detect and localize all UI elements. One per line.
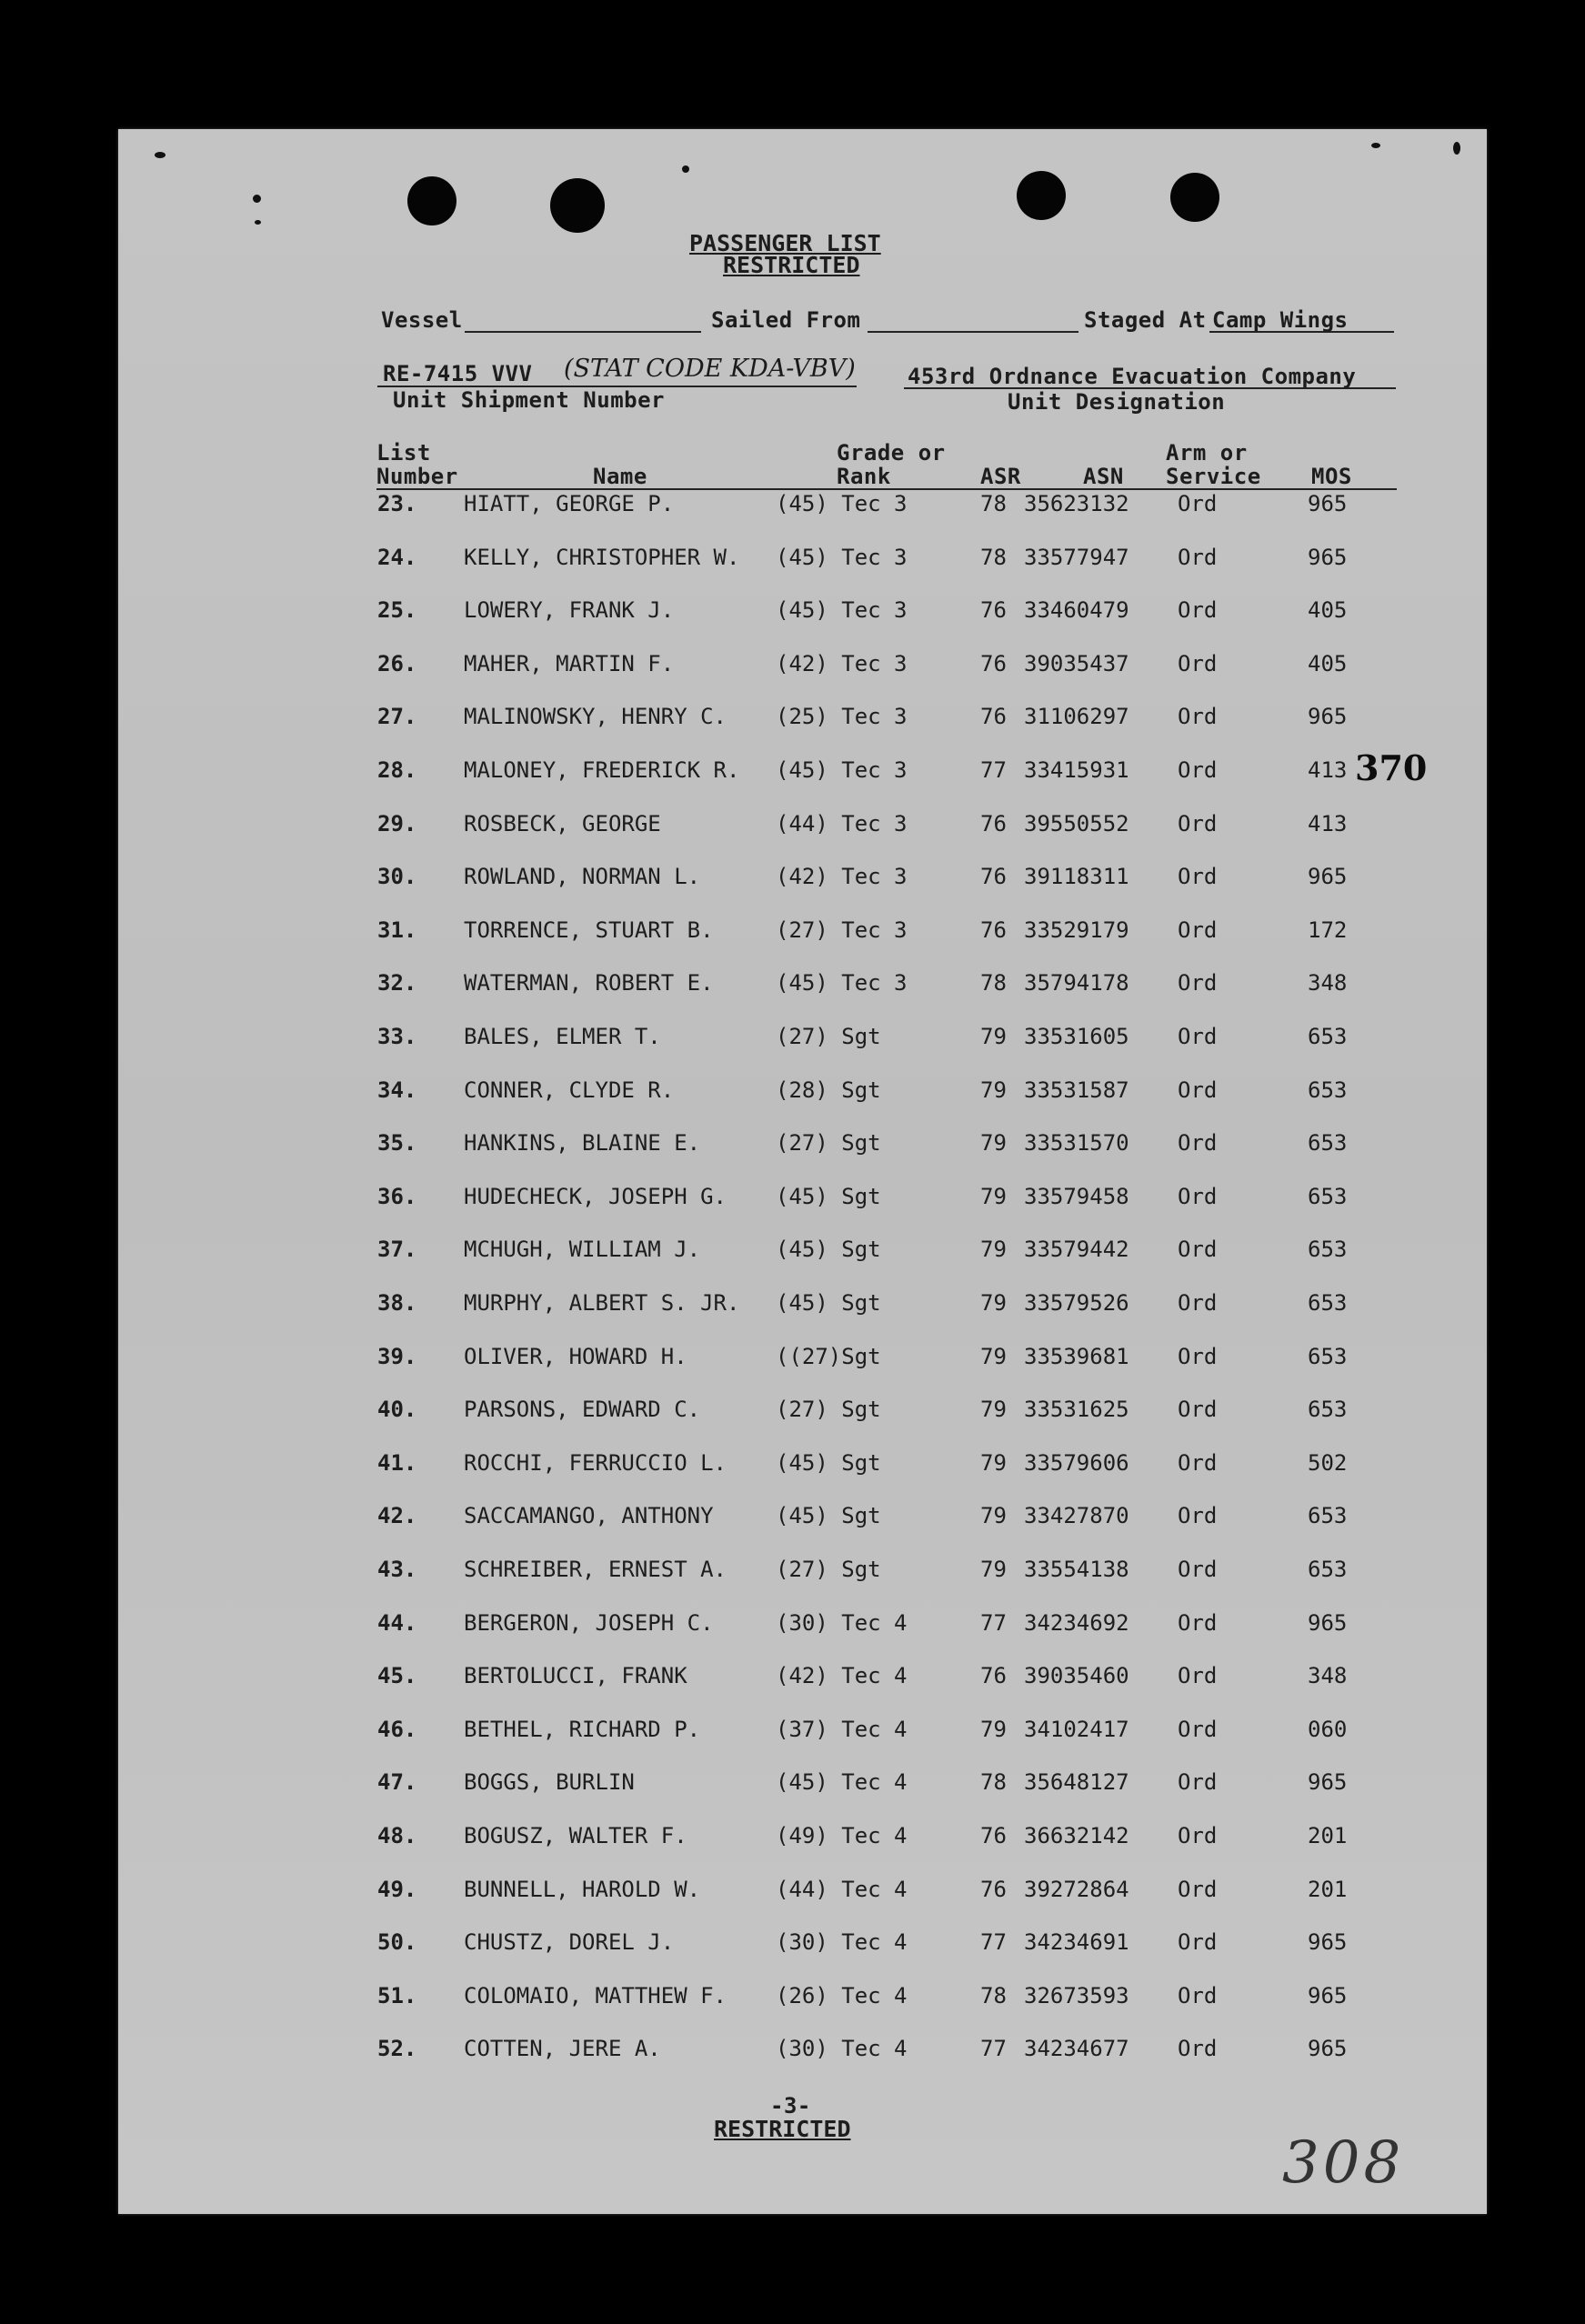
asn-cell: 36632142 <box>1024 1823 1129 1848</box>
arm-cell: Ord <box>1178 1503 1218 1529</box>
list-number-cell: 38. <box>377 1290 417 1316</box>
asn-cell: 35623132 <box>1024 491 1129 516</box>
asn-cell: 33531605 <box>1024 1024 1129 1049</box>
table-row <box>118 1184 1487 1220</box>
punch-hole <box>1017 171 1066 220</box>
col-mos: MOS <box>1311 464 1352 489</box>
asr-cell: 78 <box>980 544 1007 570</box>
asn-cell: 33579606 <box>1024 1449 1129 1476</box>
asn-cell: 35794178 <box>1024 970 1129 997</box>
arm-cell: Ord <box>1178 1290 1218 1316</box>
vessel-field-line <box>465 331 701 333</box>
asn-cell: 33539681 <box>1024 1343 1129 1369</box>
table-row <box>118 1877 1487 1913</box>
arm-cell: Ord <box>1178 1077 1218 1103</box>
list-number-cell: 46. <box>377 1716 417 1742</box>
list-number-cell: 25. <box>377 597 417 624</box>
name-cell: KELLY, CHRISTOPHER W. <box>464 544 740 570</box>
col-grade-2: Rank <box>837 464 891 489</box>
grade-cell: ((27)Sgt <box>776 1343 881 1369</box>
staged-at-value: Camp Wings <box>1212 307 1349 333</box>
table-row <box>118 704 1487 740</box>
list-number-cell: 24. <box>377 544 417 570</box>
table-row <box>118 811 1487 847</box>
mos-cell: 653 <box>1308 1183 1348 1209</box>
asn-cell: 33577947 <box>1024 544 1129 570</box>
table-row <box>118 2036 1487 2072</box>
list-number-cell: 47. <box>377 1769 417 1796</box>
asn-cell: 32673593 <box>1024 1982 1129 2008</box>
name-cell: TORRENCE, STUART B. <box>464 917 714 943</box>
table-row <box>118 917 1487 954</box>
arm-cell: Ord <box>1178 1397 1218 1423</box>
table-row <box>118 1344 1487 1380</box>
mos-cell: 348 <box>1308 1663 1348 1689</box>
grade-cell: (42) Tec 4 <box>776 1663 908 1689</box>
mos-cell: 413 <box>1308 810 1348 836</box>
handwritten-stat-code: (STAT CODE KDA-VBV) <box>564 355 856 383</box>
arm-cell: Ord <box>1178 864 1218 890</box>
grade-cell: (45) Sgt <box>776 1237 881 1263</box>
asn-cell: 35648127 <box>1024 1769 1129 1796</box>
asn-cell: 33415931 <box>1024 757 1129 783</box>
asn-cell: 39272864 <box>1024 1876 1129 1902</box>
name-cell: CHUSTZ, DOREL J. <box>464 1929 675 1956</box>
asn-cell: 33531587 <box>1024 1077 1129 1103</box>
asr-cell: 79 <box>980 1343 1007 1369</box>
arm-cell: Ord <box>1178 1929 1218 1956</box>
name-cell: BALES, ELMER T. <box>464 1024 661 1049</box>
asr-cell: 76 <box>980 704 1007 730</box>
name-cell: SACCAMANGO, ANTHONY <box>464 1503 714 1529</box>
asr-cell: 76 <box>980 917 1007 943</box>
table-row <box>118 1929 1487 1966</box>
list-number-cell: 23. <box>377 491 417 516</box>
mos-cell: 653 <box>1308 1290 1348 1316</box>
list-number-cell: 51. <box>377 1982 417 2008</box>
asn-cell: 34234692 <box>1024 1609 1129 1636</box>
asn-cell: 33460479 <box>1024 597 1129 624</box>
arm-cell: Ord <box>1178 1982 1218 2008</box>
mos-cell: 653 <box>1308 1557 1348 1582</box>
mos-cell: 060 <box>1308 1716 1348 1742</box>
grade-cell: (30) Tec 4 <box>776 1929 908 1956</box>
name-cell: BERGERON, JOSEPH C. <box>464 1609 714 1636</box>
name-cell: MALINOWSKY, HENRY C. <box>464 704 727 730</box>
speck <box>255 220 261 225</box>
document-page <box>118 129 1487 2214</box>
speck <box>1453 142 1460 155</box>
grade-cell: (45) Sgt <box>776 1449 881 1476</box>
table-row <box>118 1983 1487 2019</box>
footer-restricted: RESTRICTED <box>714 2116 851 2142</box>
asr-cell: 76 <box>980 810 1007 836</box>
name-cell: ROWLAND, NORMAN L. <box>464 864 701 890</box>
asr-cell: 77 <box>980 757 1007 783</box>
list-number-cell: 41. <box>377 1449 417 1476</box>
grade-cell: (45) Sgt <box>776 1503 881 1529</box>
name-cell: HANKINS, BLAINE E. <box>464 1130 701 1157</box>
table-row <box>118 970 1487 1007</box>
table-row <box>118 1823 1487 1859</box>
mos-cell: 965 <box>1308 491 1348 516</box>
asn-cell: 39035437 <box>1024 650 1129 676</box>
asn-cell: 34234691 <box>1024 1929 1129 1956</box>
table-row <box>118 597 1487 634</box>
table-row <box>118 864 1487 900</box>
arm-cell: Ord <box>1178 1769 1218 1796</box>
list-number-cell: 31. <box>377 917 417 943</box>
sailed-from-label: Sailed From <box>711 307 861 333</box>
list-number-cell: 32. <box>377 970 417 997</box>
asr-cell: 78 <box>980 970 1007 997</box>
restricted-heading: RESTRICTED <box>723 252 860 278</box>
punch-hole <box>1170 173 1219 222</box>
asr-cell: 79 <box>980 1397 1007 1423</box>
asn-cell: 33579526 <box>1024 1290 1129 1316</box>
table-row <box>118 1024 1487 1060</box>
asr-cell: 76 <box>980 1823 1007 1848</box>
staged-at-label: Staged At <box>1084 307 1207 333</box>
shipment-number: RE-7415 VVV <box>383 361 533 386</box>
punch-hole <box>550 178 605 233</box>
unit-designation: 453rd Ordnance Evacuation Company <box>908 364 1357 389</box>
asn-cell: 34234677 <box>1024 2036 1129 2062</box>
asr-cell: 79 <box>980 1237 1007 1263</box>
list-number-cell: 26. <box>377 650 417 676</box>
asr-cell: 76 <box>980 1876 1007 1902</box>
grade-cell: (27) Sgt <box>776 1024 881 1049</box>
list-number-cell: 40. <box>377 1397 417 1423</box>
arm-cell: Ord <box>1178 917 1218 943</box>
arm-cell: Ord <box>1178 544 1218 570</box>
speck <box>253 195 261 203</box>
grade-cell: (42) Tec 3 <box>776 650 908 676</box>
mos-cell: 201 <box>1308 1876 1348 1902</box>
grade-cell: (30) Tec 4 <box>776 2036 908 2062</box>
list-number-cell: 34. <box>377 1077 417 1103</box>
asr-cell: 77 <box>980 2036 1007 2062</box>
arm-cell: Ord <box>1178 650 1218 676</box>
arm-cell: Ord <box>1178 704 1218 730</box>
asr-cell: 76 <box>980 597 1007 624</box>
list-number-cell: 39. <box>377 1343 417 1369</box>
name-cell: MALONEY, FREDERICK R. <box>464 757 740 783</box>
shipment-number-label: Unit Shipment Number <box>393 387 665 413</box>
table-row <box>118 1557 1487 1593</box>
unit-designation-label: Unit Designation <box>1008 389 1226 415</box>
asn-cell: 33531625 <box>1024 1397 1129 1423</box>
asr-cell: 79 <box>980 1503 1007 1529</box>
grade-cell: (45) Tec 3 <box>776 757 908 783</box>
table-row <box>118 1237 1487 1273</box>
list-number-cell: 36. <box>377 1183 417 1209</box>
arm-cell: Ord <box>1178 1449 1218 1476</box>
speck <box>155 152 166 158</box>
name-cell: PARSONS, EDWARD C. <box>464 1397 701 1423</box>
mos-cell: 653 <box>1308 1237 1348 1263</box>
name-cell: BOGUSZ, WALTER F. <box>464 1823 687 1848</box>
name-cell: BETHEL, RICHARD P. <box>464 1716 701 1742</box>
table-row <box>118 651 1487 687</box>
grade-cell: (37) Tec 4 <box>776 1716 908 1742</box>
list-number-cell: 27. <box>377 704 417 730</box>
table-row <box>118 1610 1487 1647</box>
speck <box>682 165 689 173</box>
name-cell: BUNNELL, HAROLD W. <box>464 1876 701 1902</box>
arm-cell: Ord <box>1178 1183 1218 1209</box>
vessel-label: Vessel <box>381 307 463 333</box>
arm-cell: Ord <box>1178 810 1218 836</box>
list-number-cell: 45. <box>377 1663 417 1689</box>
punch-hole <box>407 176 456 225</box>
table-row <box>118 1503 1487 1539</box>
name-cell: BOGGS, BURLIN <box>464 1769 635 1796</box>
grade-cell: (27) Sgt <box>776 1130 881 1157</box>
list-number-cell: 50. <box>377 1929 417 1956</box>
page-number: -3- <box>770 2093 811 2119</box>
table-row <box>118 491 1487 527</box>
name-cell: MAHER, MARTIN F. <box>464 650 675 676</box>
arm-cell: Ord <box>1178 970 1218 997</box>
name-cell: MURPHY, ALBERT S. JR. <box>464 1290 740 1316</box>
name-cell: COTTEN, JERE A. <box>464 2036 661 2062</box>
mos-cell: 201 <box>1308 1823 1348 1848</box>
arm-cell: Ord <box>1178 1557 1218 1582</box>
list-number-cell: 44. <box>377 1609 417 1636</box>
grade-cell: (30) Tec 4 <box>776 1609 908 1636</box>
mos-cell: 172 <box>1308 917 1348 943</box>
table-row <box>118 1290 1487 1327</box>
page-title: PASSENGER LIST <box>689 230 881 256</box>
list-number-cell: 30. <box>377 864 417 890</box>
arm-cell: Ord <box>1178 491 1218 516</box>
table-row <box>118 1717 1487 1753</box>
asn-cell: 33554138 <box>1024 1557 1129 1582</box>
table-row <box>118 1663 1487 1699</box>
asr-cell: 78 <box>980 491 1007 516</box>
mos-cell: 965 <box>1308 2036 1348 2062</box>
table-row <box>118 1077 1487 1114</box>
name-cell: LOWERY, FRANK J. <box>464 597 675 624</box>
grade-cell: (45) Tec 3 <box>776 970 908 997</box>
asn-cell: 31106297 <box>1024 704 1129 730</box>
asr-cell: 78 <box>980 1769 1007 1796</box>
mos-cell: 405 <box>1308 650 1348 676</box>
mos-cell: 965 <box>1308 1769 1348 1796</box>
name-cell: MCHUGH, WILLIAM J. <box>464 1237 701 1263</box>
asr-cell: 76 <box>980 864 1007 890</box>
mos-cell: 653 <box>1308 1130 1348 1157</box>
table-row <box>118 1397 1487 1433</box>
name-cell: WATERMAN, ROBERT E. <box>464 970 714 997</box>
grade-cell: (27) Tec 3 <box>776 917 908 943</box>
mos-cell: 653 <box>1308 1077 1348 1103</box>
stamp-370: 370 <box>1355 747 1428 788</box>
asr-cell: 78 <box>980 1982 1007 2008</box>
asr-cell: 79 <box>980 1716 1007 1742</box>
col-list-number: List <box>376 440 431 466</box>
arm-cell: Ord <box>1178 2036 1218 2062</box>
grade-cell: (26) Tec 4 <box>776 1982 908 2008</box>
arm-cell: Ord <box>1178 1130 1218 1157</box>
col-asn: ASN <box>1083 464 1124 489</box>
name-cell: HUDECHECK, JOSEPH G. <box>464 1183 727 1209</box>
list-number-cell: 42. <box>377 1503 417 1529</box>
grade-cell: (45) Tec 4 <box>776 1769 908 1796</box>
col-asr: ASR <box>980 464 1021 489</box>
grade-cell: (45) Tec 3 <box>776 491 908 516</box>
asn-cell: 33579442 <box>1024 1237 1129 1263</box>
mos-cell: 405 <box>1308 597 1348 624</box>
name-cell: COLOMAIO, MATTHEW F. <box>464 1982 727 2008</box>
mos-cell: 965 <box>1308 1609 1348 1636</box>
grade-cell: (27) Sgt <box>776 1397 881 1423</box>
mos-cell: 348 <box>1308 970 1348 997</box>
header-underline <box>376 488 1397 490</box>
grade-cell: (25) Tec 3 <box>776 704 908 730</box>
col-arm: Arm or <box>1166 440 1248 466</box>
arm-cell: Ord <box>1178 1024 1218 1049</box>
grade-cell: (42) Tec 3 <box>776 864 908 890</box>
arm-cell: Ord <box>1178 1876 1218 1902</box>
grade-cell: (45) Tec 3 <box>776 597 908 624</box>
grade-cell: (49) Tec 4 <box>776 1823 908 1848</box>
list-number-cell: 43. <box>377 1557 417 1582</box>
col-name: Name <box>593 464 647 489</box>
sailed-from-field-line <box>868 331 1078 333</box>
mos-cell: 965 <box>1308 864 1348 890</box>
grade-cell: (27) Sgt <box>776 1557 881 1582</box>
name-cell: HIATT, GEORGE P. <box>464 491 675 516</box>
asr-cell: 77 <box>980 1609 1007 1636</box>
asn-cell: 33579458 <box>1024 1183 1129 1209</box>
table-row <box>118 1450 1487 1487</box>
list-number-cell: 28. <box>377 757 417 783</box>
asr-cell: 79 <box>980 1077 1007 1103</box>
arm-cell: Ord <box>1178 1343 1218 1369</box>
arm-cell: Ord <box>1178 1237 1218 1263</box>
arm-cell: Ord <box>1178 1663 1218 1689</box>
col-arm-2: Service <box>1166 464 1261 489</box>
col-list-number-2: Number <box>376 464 458 489</box>
asn-cell: 33427870 <box>1024 1503 1129 1529</box>
table-row <box>118 545 1487 581</box>
mos-cell: 965 <box>1308 544 1348 570</box>
arm-cell: Ord <box>1178 1609 1218 1636</box>
asr-cell: 79 <box>980 1557 1007 1582</box>
asr-cell: 76 <box>980 650 1007 676</box>
mos-cell: 965 <box>1308 1982 1348 2008</box>
speck <box>1371 143 1380 148</box>
arm-cell: Ord <box>1178 597 1218 624</box>
name-cell: CONNER, CLYDE R. <box>464 1077 675 1103</box>
mos-cell: 653 <box>1308 1503 1348 1529</box>
arm-cell: Ord <box>1178 757 1218 783</box>
asn-cell: 34102417 <box>1024 1716 1129 1742</box>
asr-cell: 79 <box>980 1183 1007 1209</box>
asn-cell: 39035460 <box>1024 1663 1129 1689</box>
list-number-cell: 35. <box>377 1130 417 1157</box>
table-row <box>118 1130 1487 1167</box>
asn-cell: 33531570 <box>1024 1130 1129 1157</box>
grade-cell: (45) Sgt <box>776 1183 881 1209</box>
table-row <box>118 1769 1487 1806</box>
asr-cell: 79 <box>980 1024 1007 1049</box>
name-cell: SCHREIBER, ERNEST A. <box>464 1557 727 1582</box>
asr-cell: 77 <box>980 1929 1007 1956</box>
list-number-cell: 33. <box>377 1024 417 1049</box>
grade-cell: (44) Tec 3 <box>776 810 908 836</box>
col-grade: Grade or <box>837 440 946 466</box>
list-number-cell: 48. <box>377 1823 417 1848</box>
list-number-cell: 29. <box>377 810 417 836</box>
mos-cell: 502 <box>1308 1449 1348 1476</box>
mos-cell: 965 <box>1308 704 1348 730</box>
name-cell: BERTOLUCCI, FRANK <box>464 1663 687 1689</box>
asn-cell: 39118311 <box>1024 864 1129 890</box>
mos-cell: 653 <box>1308 1024 1348 1049</box>
grade-cell: (28) Sgt <box>776 1077 881 1103</box>
mos-cell: 653 <box>1308 1343 1348 1369</box>
list-number-cell: 49. <box>377 1876 417 1902</box>
list-number-cell: 52. <box>377 2036 417 2062</box>
asr-cell: 79 <box>980 1130 1007 1157</box>
arm-cell: Ord <box>1178 1716 1218 1742</box>
mos-cell: 413 <box>1308 757 1348 783</box>
handwritten-page-number: 308 <box>1282 2129 1405 2197</box>
name-cell: ROSBECK, GEORGE <box>464 810 661 836</box>
grade-cell: (45) Tec 3 <box>776 544 908 570</box>
arm-cell: Ord <box>1178 1823 1218 1848</box>
staged-at-field-line <box>1209 331 1394 333</box>
asn-cell: 33529179 <box>1024 917 1129 943</box>
name-cell: ROCCHI, FERRUCCIO L. <box>464 1449 727 1476</box>
grade-cell: (45) Sgt <box>776 1290 881 1316</box>
table-row <box>118 757 1487 794</box>
asr-cell: 79 <box>980 1290 1007 1316</box>
grade-cell: (44) Tec 4 <box>776 1876 908 1902</box>
mos-cell: 653 <box>1308 1397 1348 1423</box>
asr-cell: 79 <box>980 1449 1007 1476</box>
asr-cell: 76 <box>980 1663 1007 1689</box>
asn-cell: 39550552 <box>1024 810 1129 836</box>
list-number-cell: 37. <box>377 1237 417 1263</box>
name-cell: OLIVER, HOWARD H. <box>464 1343 687 1369</box>
mos-cell: 965 <box>1308 1929 1348 1956</box>
